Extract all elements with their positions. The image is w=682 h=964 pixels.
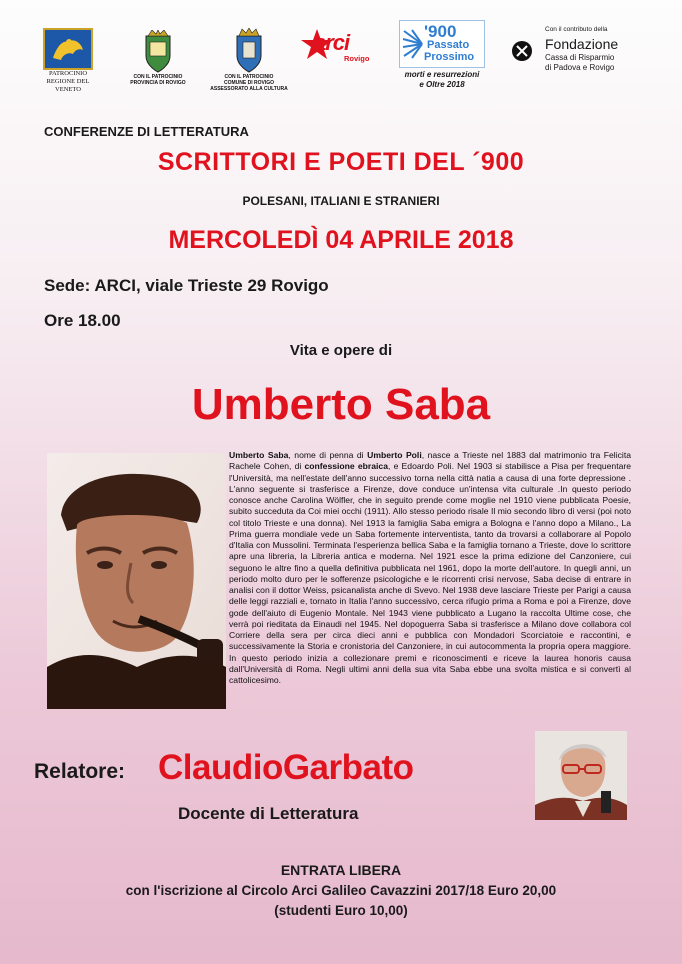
novecento-badge: '900 Passato Prossimo <box>399 20 485 68</box>
claudio-garbato-portrait <box>535 731 627 820</box>
bio-real-name: Umberto Poli <box>367 450 422 460</box>
umberto-saba-portrait <box>47 453 226 709</box>
event-date: MERCOLEDÌ 04 APRILE 2018 <box>168 226 514 254</box>
logo-novecento-passato-prossimo: '900 Passato Prossimo morti e resurrezioni e Oltre 2018 <box>392 20 492 90</box>
fondazione-emblem-icon <box>511 40 533 62</box>
intro-text: Vita e opere di <box>289 342 393 359</box>
logo-provincia-rovigo: CON IL PATROCINIO PROVINCIA DI ROVIGO <box>123 30 193 86</box>
student-fee: (studenti Euro 10,00) <box>274 903 408 918</box>
speaker-name: ClaudioGarbato <box>158 748 414 787</box>
garbato-portrait-illustration <box>535 731 627 820</box>
bio-religion: confessione ebraica <box>304 461 388 472</box>
speaker-label: Relatore: <box>34 760 126 783</box>
event-time: Ore 18.00 <box>44 311 121 330</box>
logo-arci-rovigo <box>300 28 378 72</box>
entry-label: ENTRATA LIBERA <box>280 862 402 878</box>
comune-coat-of-arms-icon <box>230 28 268 74</box>
speaker-role: Docente di Letteratura <box>178 804 359 823</box>
logo-fondazione-cariparo: Con il contributo della Fondazione Cassa di Risparmio di Padova e Rovigo <box>507 26 647 76</box>
saba-portrait-illustration <box>47 453 226 709</box>
provincia-coat-of-arms-icon <box>140 30 176 74</box>
logo-comune-rovigo: CON IL PATROCINIO COMUNE DI ROVIGO ASSESSORATO ALLA CULTURA <box>205 28 293 92</box>
biography-text: Umberto Saba, nome di penna di Umberto Poli, nasce a Trieste nel 1883 dal matrimonio tra Felicita Rachele Cohen, di confessione ebraica, e Edoardo Poli. Nel 1903 si stabilisce a Pisa per frequentare l'Università, ma nell'estate dell'anno successivo torna nella città natia a causa di una forte depressione . L'anno seguente si trasferisce a Firenze, dove conduce un'intensa vita culturale .In questo periodo conosce anche Carolina Wölfler, che in seguito prende come moglie nel 1910 viene pubblicata Poesie, subito succeduta da Coi miei occhi (1911). Allo stesso periodo risale Il mio secondo libro di versi (poi noto col titolo Trieste e una donna). Nel 1913 la famiglia Saba emigra a Bologna e l'anno dopo a Milano., La Prima guerra mondiale vede un Saba fortemente interventista, tanto da trovarsi a collaborare al Popolo d'Italia con Mussolini. Terminata l'esperienza bellica Saba e la famiglia tornano a Trieste, dove lo scrittore apre una libreria, la Libreria antica e moderna. Nel 1921 esce la prima edizione del Canzoniere, cui seguono le altre fino a quella definitiva pubblicata nel 1961, dopo la morte dell'autore. In quegli anni, un periodo molto duro per le sofferenze psicologiche e le ricorrenti crisi nervose, Saba decise di entrare in analisi con il dottor Weiss, psicanalista anche di Svevo. Nel 1938 deve lasciare Trieste per Parigi a causa delle leggi razziali e, tornato in Italia l'anno successivo, cerca rifugio prima a Roma e poi a Firenze, dove gode dell'aiuto di Eugenio Montale. Nel 1943 viene pubblicato a Lugano la raccolta Ultime cose, che verrà poi rieditata da Einaudi nel 1945. Nel dopoguerra Saba si trasferisce a Milano dove collabora col Corriere della sera per circa dieci anni e pubblica con Mondadori Scorciatoie e raccontini, e successivamente la Storia e cronistoria del Canzoniere, in cui autocommenta la propria opera maggiore. In questo periodo inizia a collezionare premi e riconoscimenti e riceve la laurea honoris causa dall'Università di Roma. Negli ultimi anni della sua vita Saba ebbe una svolta mistica e si convertì al cattolicesimo. <box>229 450 632 685</box>
arci-name: arci <box>314 30 350 55</box>
lion-of-saint-mark-icon <box>43 28 93 70</box>
arci-city: Rovigo <box>344 54 370 63</box>
event-title: SCRITTORI E POETI DEL ´900 <box>157 148 525 176</box>
membership-fee: con l'iscrizione al Circolo Arci Galileo Cavazzini 2017/18 Euro 20,00 <box>125 883 557 898</box>
series-label: CONFERENZE DI LETTERATURA <box>44 124 249 139</box>
sunburst-icon <box>402 29 424 59</box>
bio-subject-name: Umberto Saba <box>229 450 289 460</box>
author-name: Umberto Saba <box>191 380 491 429</box>
event-subtitle: POLESANI, ITALIANI E STRANIERI <box>242 194 440 208</box>
event-venue: Sede: ARCI, viale Trieste 29 Rovigo <box>44 276 329 295</box>
logo-regione-veneto: PATROCINIO REGIONE DEL VENETO <box>38 28 98 94</box>
